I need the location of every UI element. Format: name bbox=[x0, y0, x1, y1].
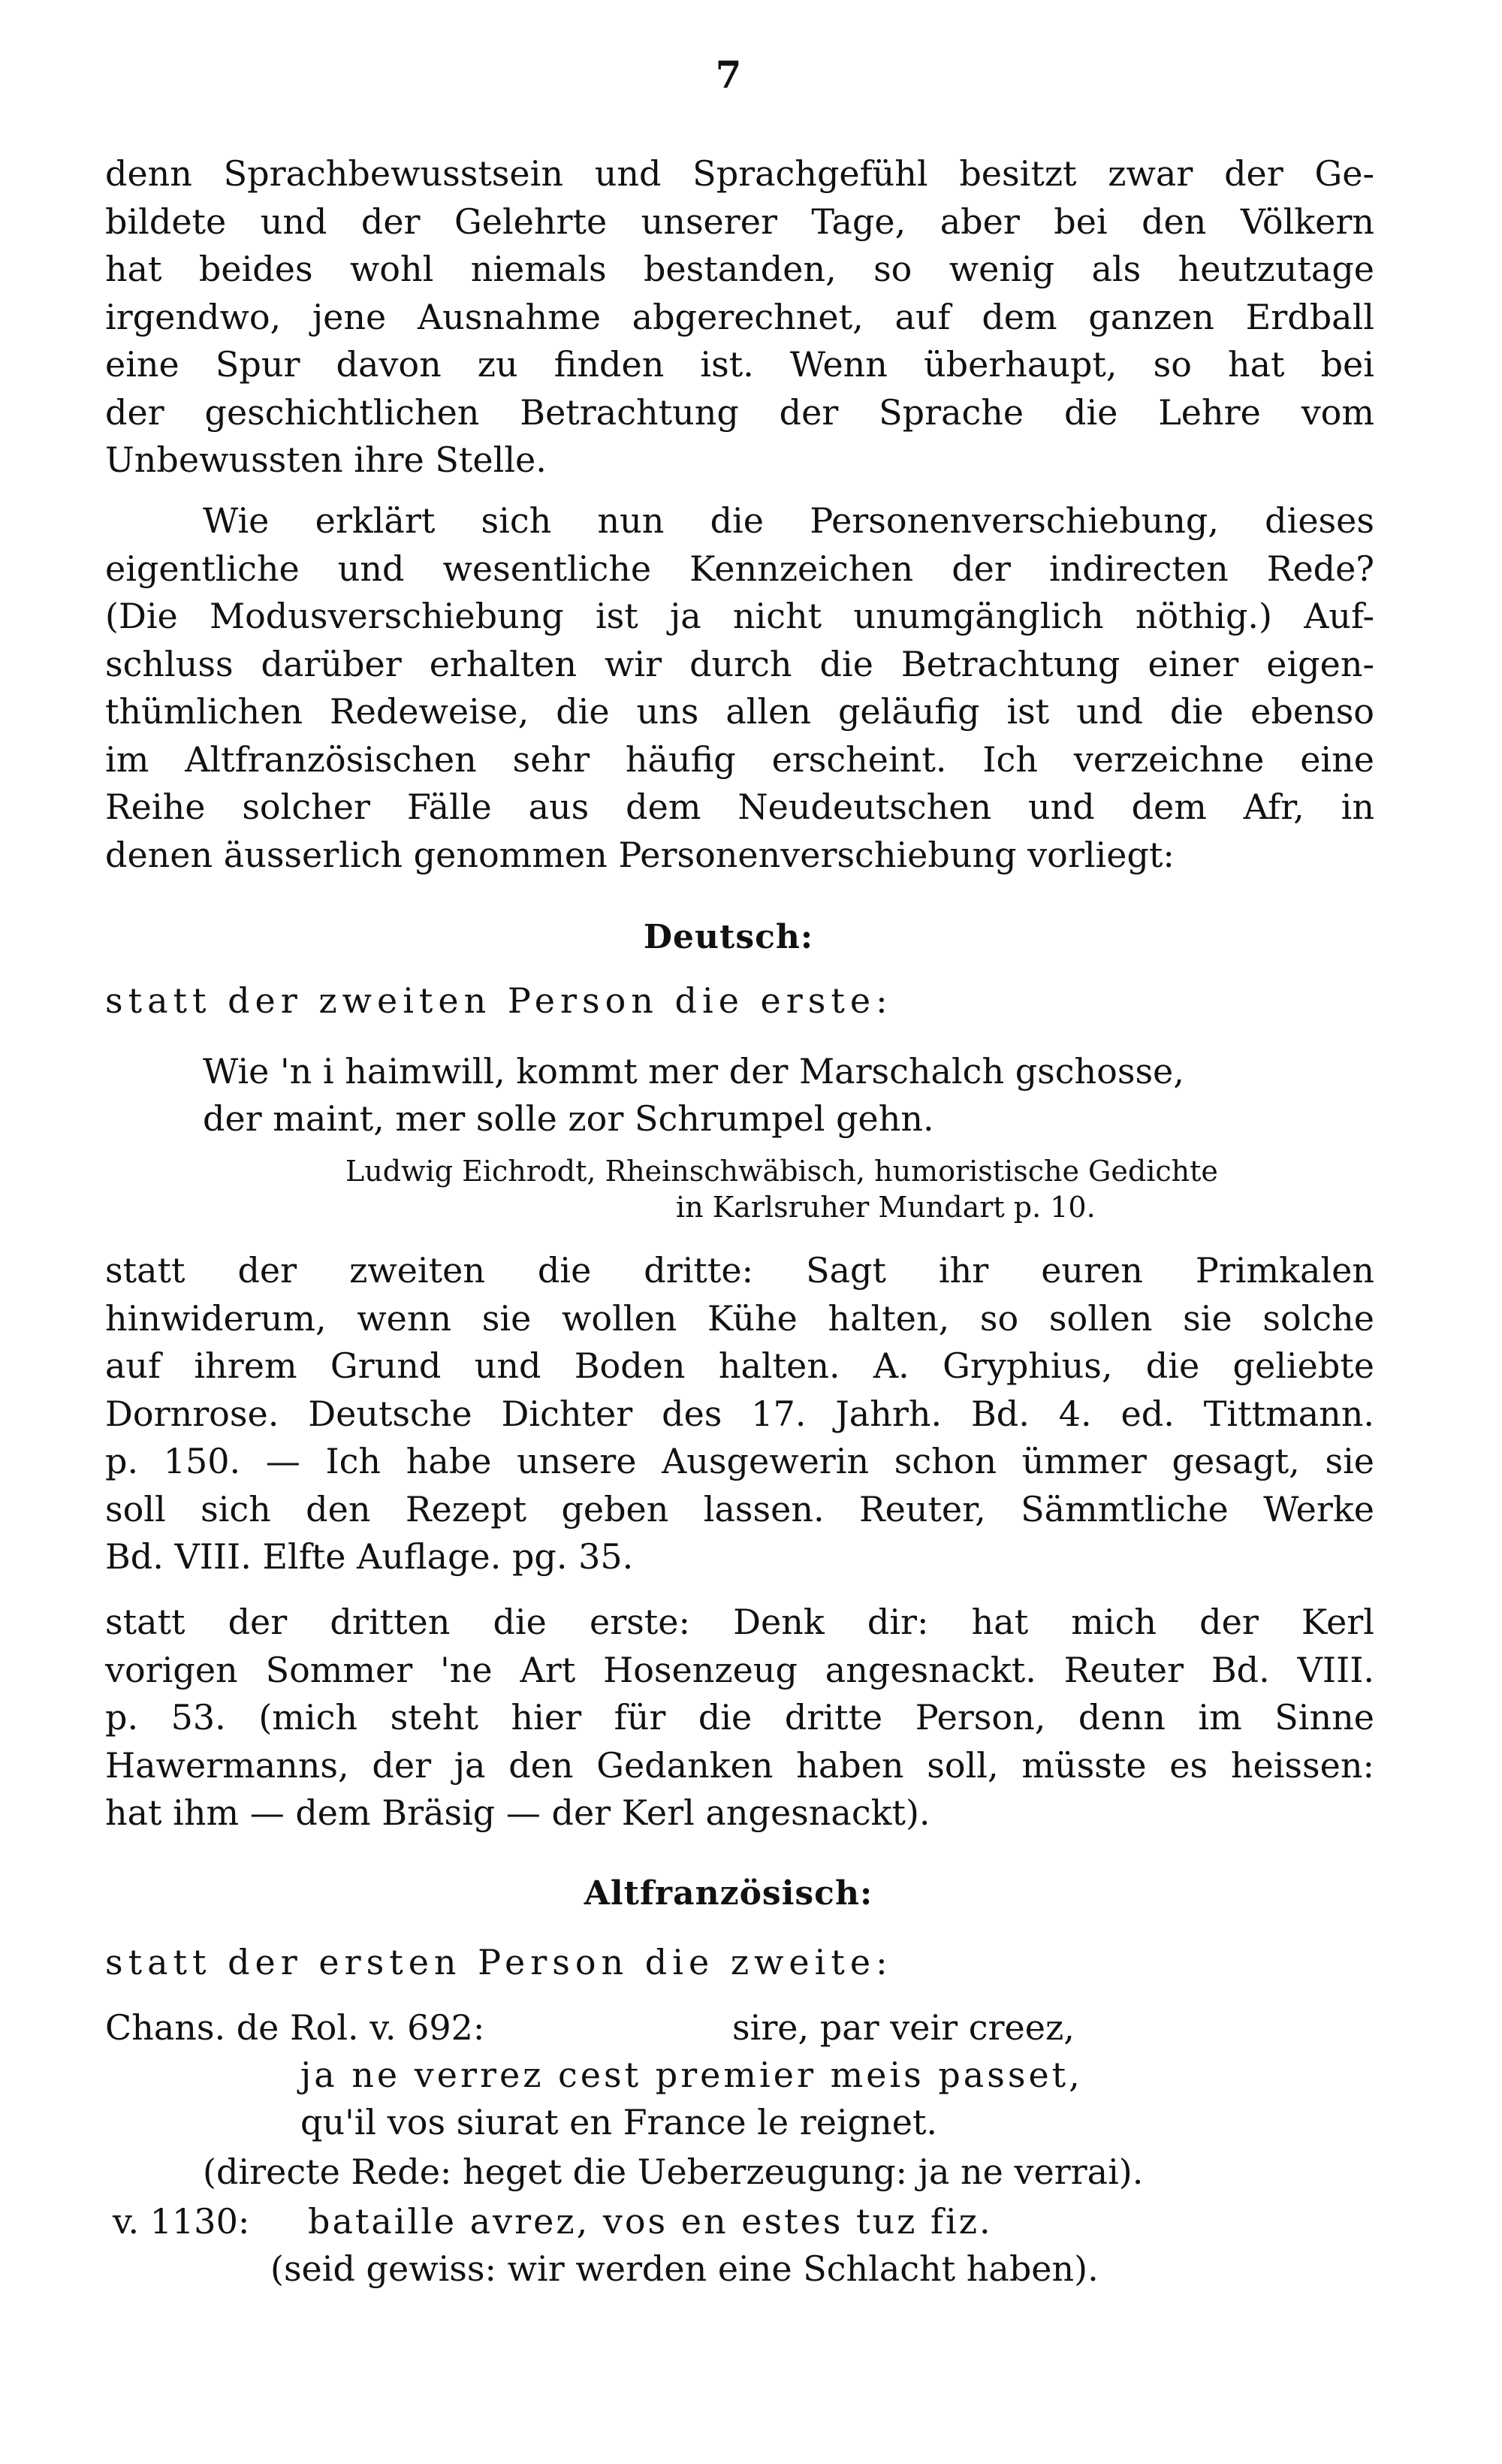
paragraph-case-3 bbox=[105, 1599, 1374, 1837]
text-line: p. 150. — Ich habe unsere Ausgewerin schon ümmer gesagt, sie bbox=[105, 1441, 1374, 1481]
text-line: Wie erklärt sich nun die Personenverschiebung, dieses bbox=[203, 500, 1374, 541]
verse-reference: v. 1130: bbox=[113, 2201, 250, 2242]
text-line: eine Spur davon zu finden ist. Wenn überhaupt, so hat bei bbox=[105, 344, 1374, 385]
text-line: Unbewussten ihre Stelle. bbox=[105, 439, 547, 480]
text-line: bildete und der Gelehrte unserer Tage, aber bei den Völkern bbox=[105, 201, 1374, 242]
text-line: hat ihm — dem Bräsig — der Kerl angesnackt). bbox=[105, 1792, 930, 1833]
text-line: schluss darüber erhalten wir durch die Betrachtung einer eigen- bbox=[105, 643, 1374, 684]
dialect-quote bbox=[203, 1048, 1184, 1143]
text-line: auf ihrem Grund und Boden halten. A. Gryphius, die geliebte bbox=[105, 1345, 1374, 1386]
source-line: in Karlsruher Mundart p. 10. bbox=[676, 1191, 1096, 1224]
page-number: 7 bbox=[715, 53, 742, 97]
case-label: statt der ersten Person die zweite: bbox=[105, 1942, 893, 1982]
paragraph-2 bbox=[105, 497, 1374, 879]
section-heading-deutsch: Deutsch: bbox=[643, 918, 814, 956]
text-line: denen äusserlich genommen Personenverschiebung vorliegt: bbox=[105, 834, 1175, 875]
text-line: (Die Modusverschiebung ist ja nicht unumgänglich nöthig.) Auf- bbox=[105, 596, 1374, 636]
paragraph-1 bbox=[105, 150, 1374, 485]
source-line: Ludwig Eichrodt, Rheinschwäbisch, humoristische Gedichte bbox=[345, 1155, 1218, 1188]
verse-line: bataille avrez, vos en estes tuz fiz. bbox=[308, 2201, 993, 2242]
case-label: statt der zweiten Person die erste: bbox=[105, 980, 893, 1021]
section-heading-altfranzoesisch: Altfranzösisch: bbox=[584, 1874, 873, 1913]
text-line: p. 53. (mich steht hier für die dritte Person, denn im Sinne bbox=[105, 1697, 1374, 1738]
verse-line: ja ne verrez cest premier meis passet, bbox=[300, 2055, 1083, 2095]
text-line: irgendwo, jene Ausnahme abgerechnet, auf dem ganzen Erdball bbox=[105, 296, 1374, 337]
text-line: Hawermanns, der ja den Gedanken haben soll, müsste es heissen: bbox=[105, 1744, 1374, 1786]
text-line: hinwiderum, wenn sie wollen Kühe halten, so sollen sie solche bbox=[105, 1297, 1374, 1339]
quote-line: der maint, mer solle zor Schrumpel gehn. bbox=[203, 1098, 934, 1139]
text-line: hat beides wohl niemals bestanden, so wenig als heutzutage bbox=[105, 249, 1374, 289]
quote-line: Wie 'n i haimwill, kommt mer der Marschalch gschosse, bbox=[203, 1051, 1184, 1092]
text-line: soll sich den Rezept geben lassen. Reuter, Sämmtliche Werke bbox=[105, 1488, 1374, 1529]
text-line: Dornrose. Deutsche Dichter des 17. Jahrh. Bd. 4. ed. Tittmann. bbox=[105, 1393, 1374, 1434]
text-line: der geschichtlichen Betrachtung der Sprache die Lehre vom bbox=[105, 391, 1374, 433]
text-line: statt der dritten die erste: Denk dir: hat mich der Kerl bbox=[105, 1602, 1374, 1642]
gloss: (seid gewiss: wir werden eine Schlacht haben). bbox=[270, 2248, 1099, 2289]
verse-reference: Chans. de Rol. v. 692: bbox=[105, 2007, 485, 2048]
text-line: im Altfranzösischen sehr häufig erscheint. Ich verzeichne eine bbox=[105, 738, 1374, 780]
quote-source bbox=[345, 1153, 1218, 1225]
text-line: statt der zweiten die dritte: Sagt ihr euren Primkalen bbox=[105, 1250, 1374, 1291]
verse-line: sire, par veir creez, bbox=[732, 2007, 1075, 2048]
text-line: Reihe solcher Fälle aus dem Neudeutschen und dem Afr, in bbox=[105, 787, 1374, 827]
text-line: thümlichen Redeweise, die uns allen geläufig ist und die ebenso bbox=[105, 691, 1374, 732]
gloss: (directe Rede: heget die Ueberzeugung: ja ne verrai). bbox=[203, 2151, 1144, 2192]
text-line: eigentliche und wesentliche Kennzeichen der indirecten Rede? bbox=[105, 548, 1374, 589]
text-line: Bd. VIII. Elfte Auflage. pg. 35. bbox=[105, 1536, 634, 1577]
text-line: denn Sprachbewusstsein und Sprachgefühl besitzt zwar der Ge- bbox=[105, 153, 1374, 194]
text-line: vorigen Sommer 'ne Art Hosenzeug angesnackt. Reuter Bd. VIII. bbox=[105, 1649, 1374, 1690]
verse-line: qu'il vos siurat en France le reignet. bbox=[300, 2102, 938, 2142]
paragraph-case-2 bbox=[105, 1247, 1374, 1581]
